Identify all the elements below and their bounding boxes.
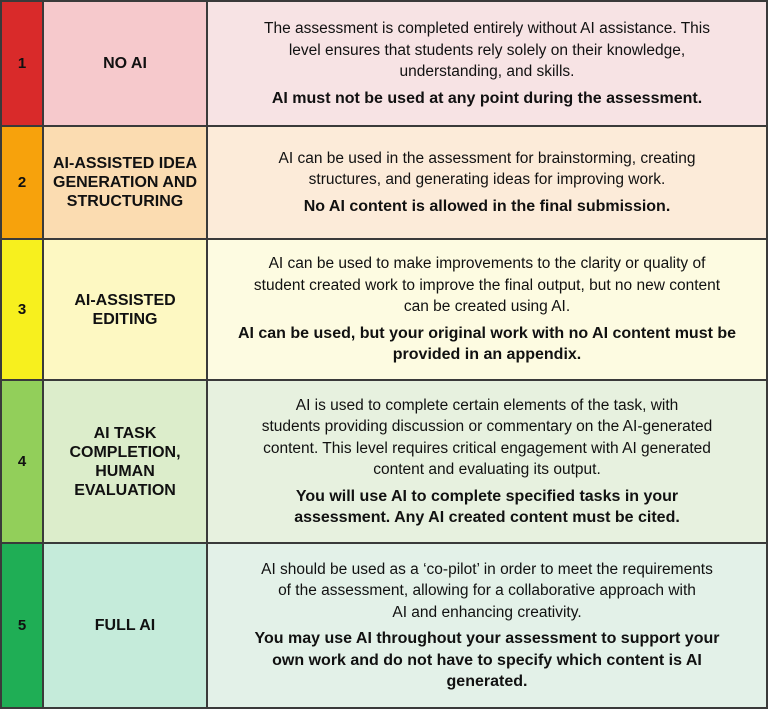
usage-rule-line: provided in an appendix. [392,346,582,364]
level-name-line: EDITING [92,310,158,328]
description-line: AI can be used to make improvements to the clarity or quality of [268,255,706,273]
level-name-line: STRUCTURING [66,193,184,210]
description-text [208,395,766,481]
description-line: AI is used to complete certain elements of the task, with [295,396,679,414]
description-line: students providing discussion or commentary on the AI-generated [261,418,713,435]
description-line: content. This level requires critical engagement with AI generated [263,439,711,457]
level-name-line: AI-ASSISTED IDEA [52,155,197,172]
description-line: The assessment is completed entirely without AI assistance. This [264,20,710,37]
level-description [207,126,767,239]
usage-rule [208,323,766,366]
level-number: 4 [1,380,43,543]
usage-rule-line: AI must not be used at any point during the assessment. [271,89,703,107]
description-text [208,253,766,318]
usage-rule-line: No AI content is allowed in the final submission. [303,197,671,215]
level-name-line: AI-ASSISTED [74,291,176,309]
description-line: understanding, and skills. [399,63,575,80]
level-row-1 [1,1,767,126]
level-number: 5 [1,543,43,708]
level-number: 2 [1,126,43,239]
level-name-line: COMPLETION, [69,443,181,461]
level-description [207,543,767,708]
level-description [207,239,767,380]
level-name [43,1,207,126]
usage-rule [208,628,766,693]
level-name [43,380,207,543]
usage-rule [208,196,766,218]
usage-rule [208,486,766,529]
description-text [208,148,766,191]
description-line: structures, and generating ideas for improving work. [308,171,666,189]
description-line: AI can be used in the assessment for brainstorming, creating [278,149,696,167]
description-line: level ensures that students rely solely on their knowledge, [288,41,686,59]
usage-rule-line: own work and do not have to specify which content is AI [272,651,702,669]
description-text [208,18,766,83]
description-text [208,559,766,624]
usage-rule-line: You will use AI to complete specified tasks in your [295,487,679,505]
level-name-line: AI TASK [93,424,157,442]
description-line: student created work to improve the final output, but no new content [253,276,721,294]
usage-rule [208,88,766,110]
level-name [43,543,207,708]
level-number: 3 [1,239,43,380]
level-name-line: EVALUATION [74,481,176,499]
level-number: 1 [1,1,43,126]
level-row-3 [1,239,767,380]
description-line: of the assessment, allowing for a collaborative approach with [278,582,696,599]
level-name-line: FULL AI [94,617,156,634]
description-line: content and evaluating its output. [373,461,601,478]
usage-rule-line: assessment. Any AI created content must be cited. [294,509,680,526]
description-line: AI should be used as a ‘co-pilot’ in order to meet the requirements [261,560,713,578]
level-row-5 [1,543,767,708]
level-row-4 [1,380,767,543]
usage-rule-line: You may use AI throughout your assessment to support your [254,630,720,647]
level-name [43,239,207,380]
usage-rule-line: generated. [446,673,528,690]
level-name-line: NO AI [103,55,147,72]
description-line: can be created using AI. [403,298,571,316]
level-name-line: GENERATION AND [53,174,197,191]
level-row-2 [1,126,767,239]
level-name [43,126,207,239]
level-name-line: HUMAN [95,462,155,480]
description-line: AI and enhancing creativity. [392,603,582,621]
level-description [207,380,767,543]
level-description [207,1,767,126]
usage-rule-line: AI can be used, but your original work with no AI content must be [237,324,737,342]
